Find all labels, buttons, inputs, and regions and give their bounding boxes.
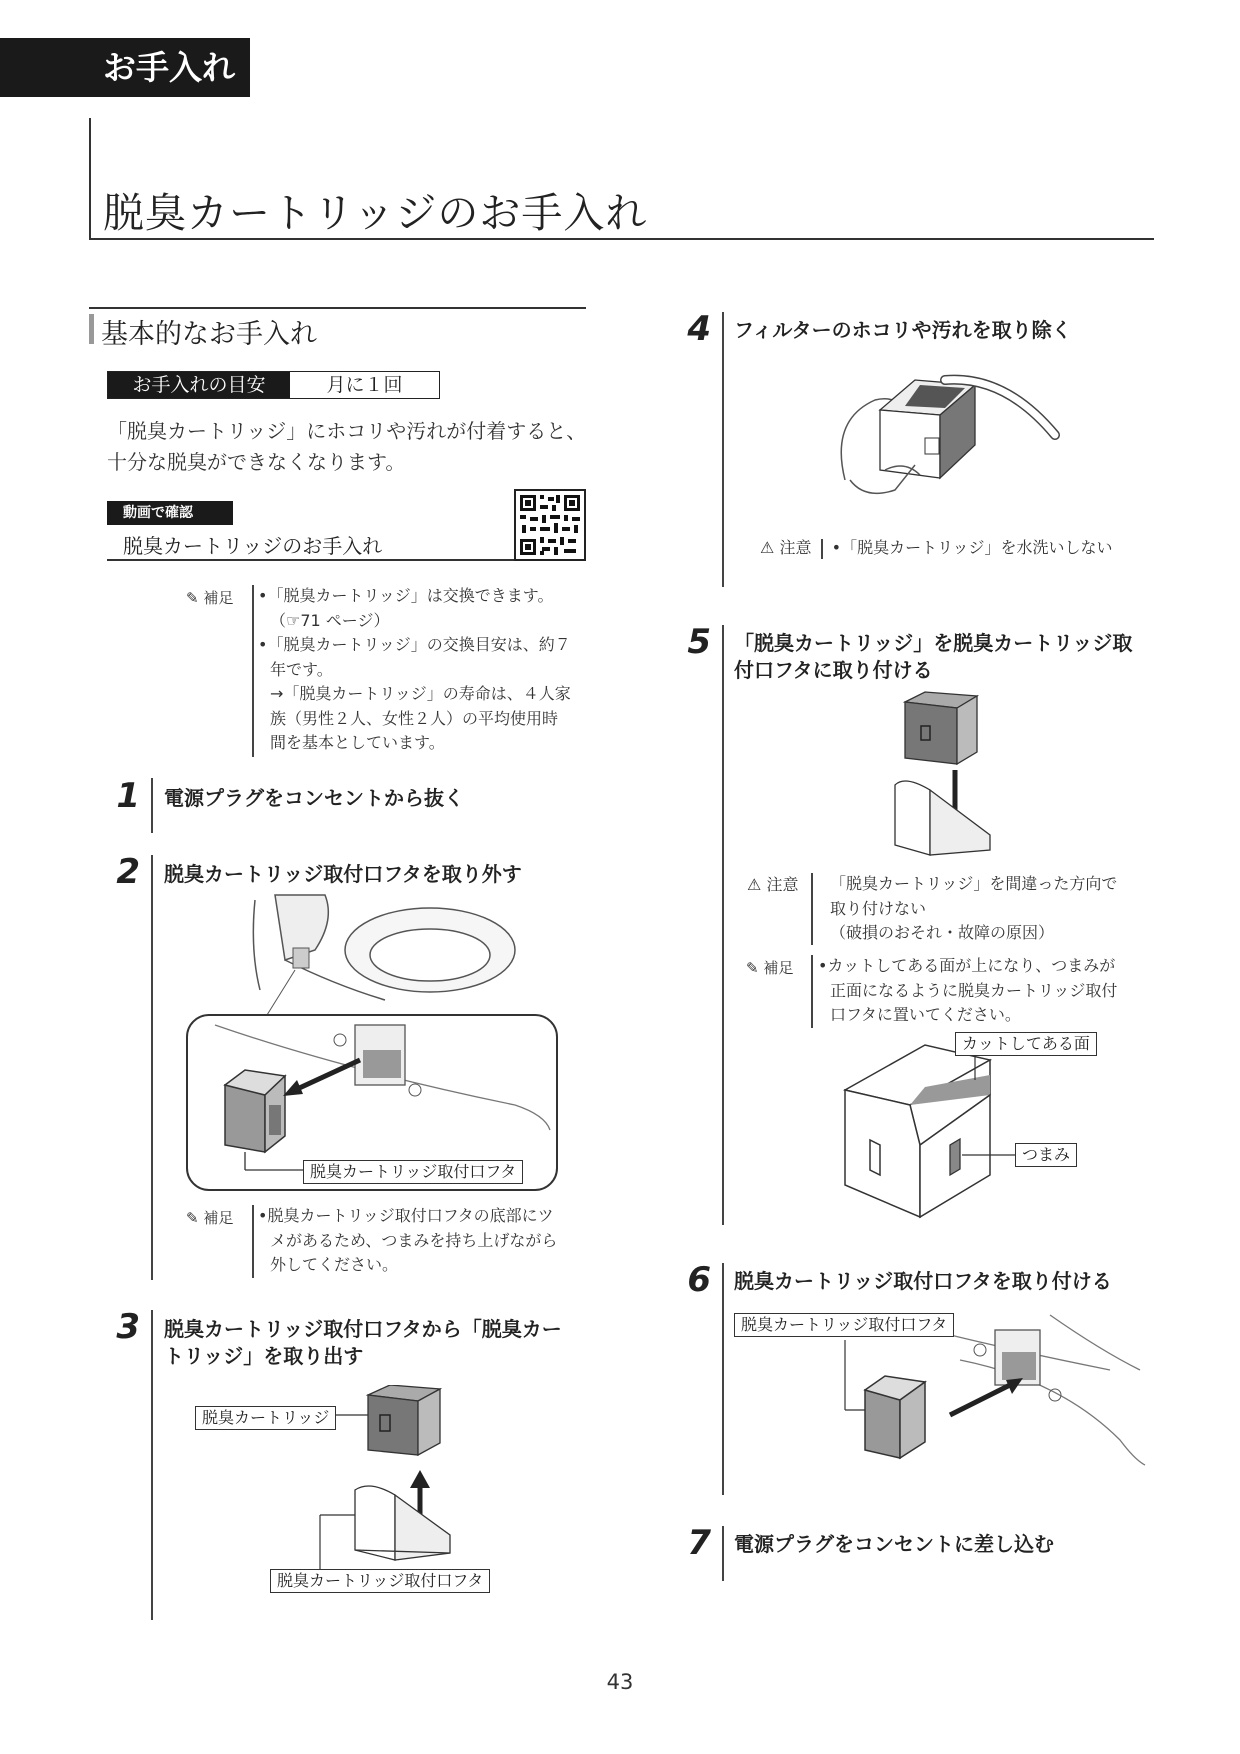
step5-illustration: [885, 690, 995, 860]
step2-illustration: [185, 890, 565, 1195]
step-title-line: 付口フタに取り付ける: [734, 658, 933, 682]
step6-illustration: [780, 1310, 1150, 1490]
step-rule: [151, 1310, 153, 1620]
caution-line: 「脱臭カートリッジ」を間違った方向で: [830, 874, 1118, 893]
step-rule: [151, 855, 153, 1280]
intro-text: [107, 416, 597, 478]
supplement-line: •脱臭カートリッジ取付口フタの底部にツ: [258, 1206, 554, 1225]
caution-note: [747, 873, 798, 898]
caution-line: （破損のおそれ・故障の原因）: [830, 923, 1055, 942]
step-number: 5: [687, 622, 711, 662]
qr-code[interactable]: [514, 489, 586, 561]
supplement-text: [258, 584, 571, 756]
page-title: 脱臭カートリッジのお手入れ: [103, 189, 648, 237]
step4-illustration: [825, 360, 1065, 530]
step-title-line: 脱臭カートリッジ取付口フタから「脱臭カー: [164, 1317, 562, 1341]
warning-icon: ⚠: [760, 538, 775, 557]
step-title: 脱臭カートリッジ取付口フタを取り外す: [164, 862, 522, 886]
supplement-line: 外してください。: [270, 1255, 399, 1274]
supplement-line: メがあるため、つまみを持ち上げながら: [270, 1230, 558, 1250]
caution-bar: [821, 539, 823, 559]
intro-line: 十分な脱臭ができなくなります。: [107, 450, 406, 474]
callout-cut-face: カットしてある面: [955, 1032, 1097, 1056]
supplement-label: 補足: [203, 1209, 234, 1227]
step-title-line: 「脱臭カートリッジ」を脱臭カートリッジ取: [734, 631, 1133, 655]
page-number: 43: [606, 1670, 634, 1694]
title-rule-vertical: [89, 118, 91, 240]
section-tab: お手入れ: [0, 38, 250, 97]
frequency-box: [107, 371, 440, 399]
pencil-icon: ✎: [186, 1209, 199, 1227]
cartridge-detail-illustration: [840, 1035, 1120, 1225]
supplement-line: →「脱臭カートリッジ」の寿命は、４人家: [270, 684, 571, 703]
step-rule: [151, 778, 153, 833]
step-number: 1: [116, 776, 140, 816]
frequency-value: 月に１回: [326, 374, 403, 396]
section-title: 基本的なお手入れ: [101, 319, 317, 350]
callout-lid: 脱臭カートリッジ取付口フタ: [270, 1569, 490, 1593]
step-title: 脱臭カートリッジ取付口フタを取り付ける: [734, 1269, 1112, 1293]
step3-illustration: [310, 1385, 500, 1585]
supplement-line: •「脱臭カートリッジ」の交換目安は、約７: [258, 635, 571, 654]
step-number: 4: [687, 309, 711, 349]
supplement-label: 補足: [203, 589, 234, 607]
step-rule: [722, 1263, 724, 1495]
supplement-line: 年です。: [270, 659, 333, 679]
step-title: 電源プラグをコンセントに差し込む: [734, 1532, 1054, 1556]
video-title: 脱臭カートリッジのお手入れ: [123, 534, 383, 558]
caution-note: [760, 536, 1112, 561]
pencil-icon: ✎: [746, 959, 759, 977]
intro-line: 「脱臭カートリッジ」にホコリや汚れが付着すると、: [107, 419, 587, 443]
step-title-line: トリッジ」を取り出す: [164, 1344, 364, 1368]
step-title: [734, 630, 1132, 684]
step-number: 2: [116, 852, 140, 892]
step-title: 電源プラグをコンセントから抜く: [164, 786, 464, 810]
supplement-bar: [252, 585, 254, 757]
supplement-text: [258, 1204, 557, 1278]
caution-text: •「脱臭カートリッジ」を水洗いしない: [831, 538, 1113, 557]
supplement-line: 口フタに置いてください。: [830, 1005, 1021, 1024]
callout-cartridge: 脱臭カートリッジ: [195, 1406, 336, 1430]
supplement-line: 間を基本としています。: [270, 733, 445, 752]
section-marker: [89, 314, 94, 344]
warning-icon: ⚠: [747, 875, 762, 894]
supplement-line: •カットしてある面が上になり、つまみが: [818, 956, 1116, 975]
supplement-line: （☞71 ページ）: [270, 610, 390, 630]
video-rule: [107, 559, 514, 561]
caution-bar: [811, 873, 813, 945]
step-number: 7: [687, 1523, 711, 1563]
supplement-line: 族（男性２人、女性２人）の平均使用時: [270, 708, 559, 728]
step-number: 3: [116, 1307, 140, 1347]
callout-knob: つまみ: [1015, 1143, 1077, 1167]
caution-label: 注意: [766, 875, 799, 894]
caution-line: 取り付けない: [830, 898, 927, 918]
supplement-note: [746, 957, 793, 978]
callout-label: 脱臭カートリッジ取付口フタ: [734, 1313, 954, 1337]
supplement-line: 正面になるように脱臭カートリッジ取付: [830, 980, 1118, 1000]
step-title: フィルターのホコリや汚れを取り除く: [734, 318, 1072, 342]
section-rule: [89, 307, 586, 309]
caution-label: 注意: [779, 538, 812, 557]
supplement-note: [186, 587, 233, 608]
supplement-bar: [811, 955, 813, 1028]
step-rule: [722, 625, 724, 1225]
caution-text: [830, 872, 1117, 946]
supplement-bar: [252, 1205, 254, 1278]
supplement-label: 補足: [763, 959, 794, 977]
frequency-label: お手入れの目安: [108, 372, 290, 398]
step-rule: [722, 1526, 724, 1581]
step-rule: [722, 312, 724, 587]
pencil-icon: ✎: [186, 589, 199, 607]
video-tag: 動画で確認: [107, 501, 233, 525]
supplement-note: [186, 1207, 233, 1228]
step-title: [164, 1316, 562, 1370]
step-number: 6: [687, 1260, 711, 1300]
supplement-text: [818, 954, 1117, 1028]
qr-code-icon: [516, 491, 584, 559]
supplement-line: •「脱臭カートリッジ」は交換できます。: [258, 586, 554, 605]
callout-label: 脱臭カートリッジ取付口フタ: [303, 1160, 523, 1184]
